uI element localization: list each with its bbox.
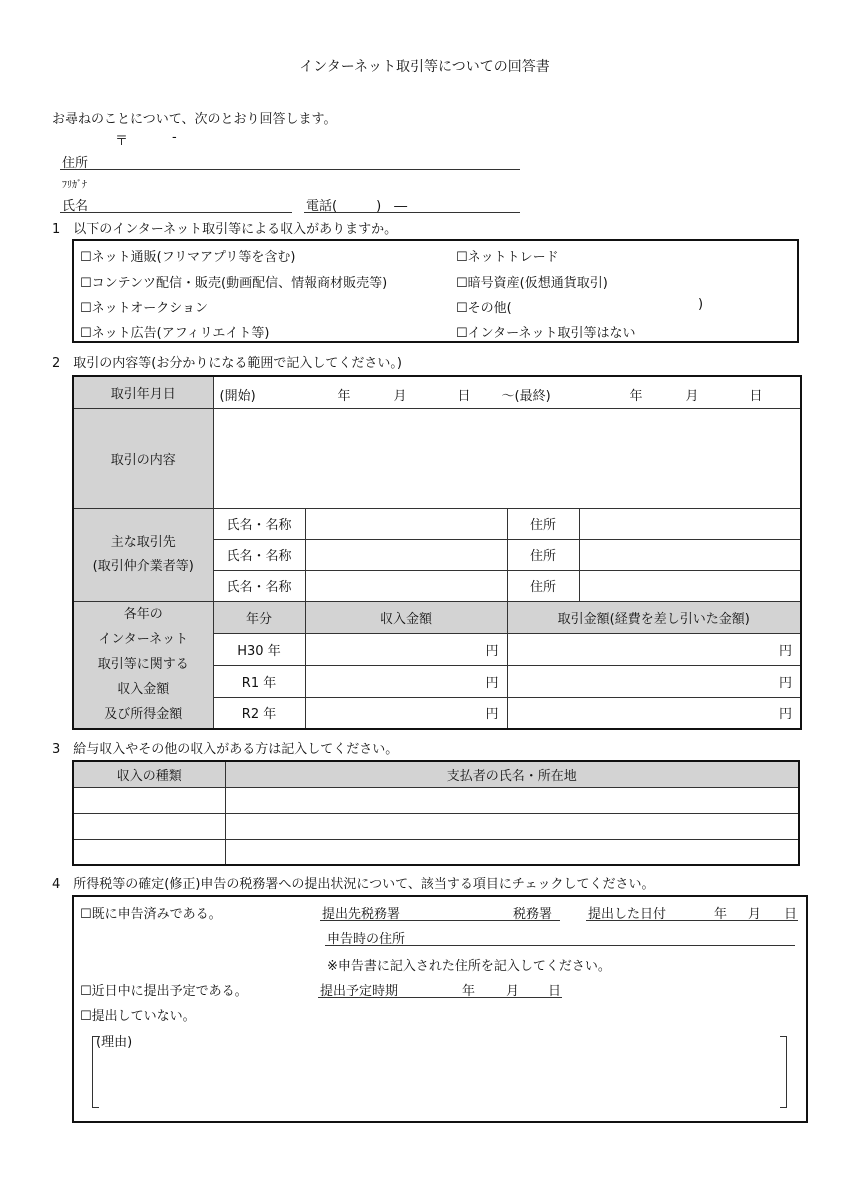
net-input[interactable]: 円 — [507, 665, 801, 697]
q4-option-soon[interactable]: ☐近日中に提出予定である。 — [80, 984, 248, 999]
col-payer: 支払者の氏名・所在地 — [225, 761, 799, 787]
income-label: 各年の インターネット 取引等に関する 収入金額 及び所得金額 — [73, 601, 213, 729]
q1-other-close: ) — [698, 297, 704, 312]
phone-label: 電話( ) ― — [306, 199, 408, 214]
q4-day: 日 — [784, 907, 798, 922]
page-title: インターネット取引等についての回答書 — [299, 59, 550, 75]
q1-option-nettrade[interactable]: ☐ネットトレード — [456, 250, 559, 265]
income-type-input[interactable] — [73, 813, 225, 839]
q4-addr-line[interactable] — [325, 945, 795, 946]
partner-address-title: 住所 — [507, 539, 579, 570]
partner-name-title: 氏名・名称 — [213, 508, 305, 539]
partner-name-input[interactable] — [305, 570, 507, 601]
q1-option-netshop[interactable]: ☐ネット通販(フリマアプリ等を含む) — [80, 250, 296, 265]
q4-heading: 4 所得税等の確定(修正)申告の税務署への提出状況について、該当する項目にチェックしてください。 — [52, 877, 655, 892]
q1-option-content[interactable]: ☐コンテンツ配信・販売(動画配信、情報商材販売等) — [80, 276, 388, 291]
q2-table — [72, 375, 802, 730]
payer-input[interactable] — [225, 839, 799, 865]
partner-address-title: 住所 — [507, 508, 579, 539]
income-type-input[interactable] — [73, 787, 225, 813]
q4-option-already[interactable]: ☐既に申告済みである。 — [80, 907, 222, 922]
content-input[interactable] — [213, 408, 801, 508]
q4-plan-line[interactable] — [318, 997, 562, 998]
q1-option-none[interactable]: ☐インターネット取引等はない — [456, 326, 636, 341]
net-input[interactable]: 円 — [507, 697, 801, 729]
q4-plan-year: 年 — [462, 984, 476, 999]
address-line[interactable] — [60, 169, 520, 170]
col-income-type: 収入の種類 — [73, 761, 225, 787]
content-label: 取引の内容 — [73, 408, 213, 508]
year-r1: R1 年 — [213, 665, 305, 697]
partner-address-input[interactable] — [579, 508, 801, 539]
intro-text: お尋ねのことについて、次のとおり回答します。 — [52, 112, 337, 127]
year-h30: H30 年 — [213, 633, 305, 665]
date-cell[interactable]: (開始) 年 月 日 ～(最終) 年 月 日 — [213, 376, 801, 408]
q4-office-line[interactable] — [320, 920, 560, 921]
q1-option-auction[interactable]: ☐ネットオークション — [80, 301, 209, 316]
q4-plan-day: 日 — [548, 984, 562, 999]
payer-input[interactable] — [225, 787, 799, 813]
q3-heading: 3 給与収入やその他の収入がある方は記入してください。 — [52, 742, 399, 757]
income-type-input[interactable] — [73, 839, 225, 865]
partner-address-input[interactable] — [579, 570, 801, 601]
date-label: 取引年月日 — [73, 376, 213, 408]
q4-date-line[interactable] — [586, 920, 798, 921]
partner-label: 主な取引先 (取引仲介業者等) — [73, 508, 213, 601]
income-input[interactable]: 円 — [305, 633, 507, 665]
q2-heading: 2 取引の内容等(お分かりになる範囲で記入してください。) — [52, 356, 402, 371]
q4-note: ※申告書に記入された住所を記入してください。 — [327, 959, 611, 974]
partner-address-title: 住所 — [507, 570, 579, 601]
name-line[interactable] — [60, 212, 292, 213]
net-input[interactable]: 円 — [507, 633, 801, 665]
reason-bracket-left — [92, 1036, 99, 1108]
partner-address-input[interactable] — [579, 539, 801, 570]
partner-name-input[interactable] — [305, 508, 507, 539]
partner-name-title: 氏名・名称 — [213, 570, 305, 601]
q4-reason-label: (理由) — [96, 1035, 133, 1050]
q4-plan-month: 月 — [506, 984, 520, 999]
q4-option-not-filed[interactable]: ☐提出していない。 — [80, 1009, 196, 1024]
q4-plan-label: 提出予定時期 — [320, 984, 399, 999]
q1-option-ads[interactable]: ☐ネット広告(アフィリエイト等) — [80, 326, 270, 341]
reason-input[interactable] — [100, 1050, 776, 1106]
partner-name-input[interactable] — [305, 539, 507, 570]
partner-name-title: 氏名・名称 — [213, 539, 305, 570]
q1-heading: 1 以下のインターネット取引等による収入がありますか。 — [52, 222, 398, 237]
income-input[interactable]: 円 — [305, 665, 507, 697]
furigana-label: ﾌﾘｶﾞﾅ — [62, 180, 87, 191]
q3-table — [72, 760, 800, 866]
q4-addr-label: 申告時の住所 — [327, 932, 406, 947]
payer-input[interactable] — [225, 813, 799, 839]
col-net: 取引金額(経費を差し引いた金額) — [507, 601, 801, 633]
year-r2: R2 年 — [213, 697, 305, 729]
q4-year: 年 — [714, 907, 728, 922]
q4-office-label: 提出先税務署 — [322, 907, 401, 922]
postal-mark: 〒 — [115, 134, 129, 149]
postal-dash: - — [172, 130, 177, 145]
name-label: 氏名 — [62, 199, 89, 214]
q4-month: 月 — [748, 907, 762, 922]
phone-line[interactable] — [304, 212, 520, 213]
col-year: 年分 — [213, 601, 305, 633]
q1-option-crypto[interactable]: ☐暗号資産(仮想通貨取引) — [456, 276, 608, 291]
q1-option-other[interactable]: ☐その他( — [456, 301, 512, 316]
reason-bracket-right — [780, 1036, 787, 1108]
income-input[interactable]: 円 — [305, 697, 507, 729]
q4-date-label: 提出した日付 — [588, 907, 667, 922]
q4-office-suffix: 税務署 — [513, 907, 553, 922]
col-income: 収入金額 — [305, 601, 507, 633]
address-label: 住所 — [62, 156, 89, 171]
